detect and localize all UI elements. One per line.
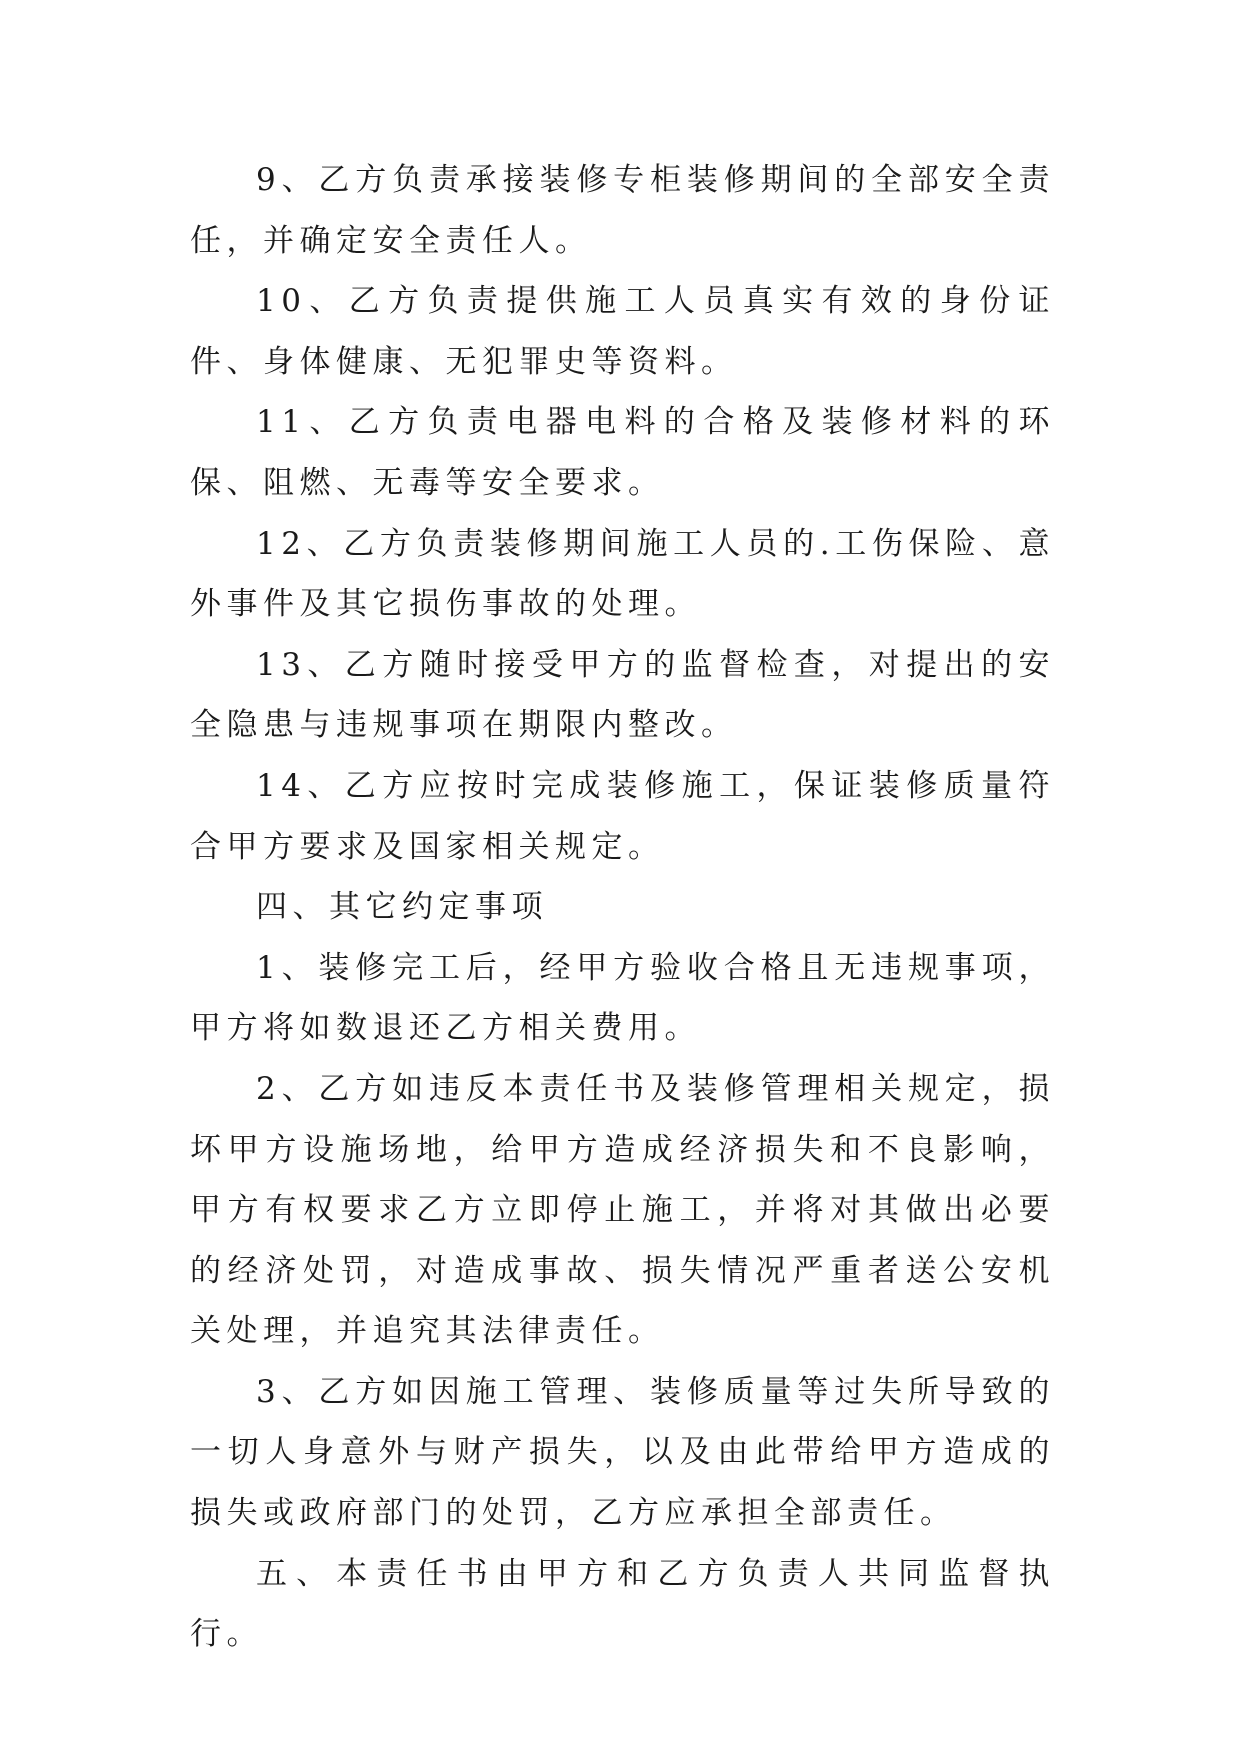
clause-11: 11、乙方负责电器电料的合格及装修材料的环保、阻燃、无毒等安全要求。 (190, 404, 1055, 501)
other-clause-3: 3、乙方如因施工管理、装修质量等过失所导致的一切人身意外与财产损失，以及由此带给甲方造成的损失或政府部门的处罚，乙方应承担全部责任。 (190, 1373, 1055, 1532)
clause-14: 14、乙方应按时完成装修施工，保证装修质量符合甲方要求及国家相关规定。 (190, 767, 1055, 865)
clause-12: 12、乙方负责装修期间施工人员的.工伤保险、意外事件及其它损伤事故的处理。 (190, 525, 1055, 623)
clause-10: 10、乙方负责提供施工人员真实有效的身份证件、身体健康、无犯罪史等资料。 (190, 283, 1055, 380)
clause-9: 9、乙方负责承接装修专柜装修期间的全部安全责任，并确定安全责任人。 (190, 162, 1055, 259)
other-clause-1: 1、装修完工后，经甲方验收合格且无违规事项，甲方将如数退还乙方相关费用。 (190, 949, 1055, 1047)
section-heading-other-matters: 四、其它约定事项 (256, 889, 548, 926)
document-body (190, 150, 1055, 1665)
clause-13: 13、乙方随时接受甲方的监督检查，对提出的安全隐患与违规事项在期限内整改。 (190, 646, 1055, 744)
section-five-supervision: 五、本责任书由甲方和乙方负责人共同监督执行。 (190, 1555, 1055, 1653)
other-clause-2: 2、乙方如违反本责任书及装修管理相关规定，损坏甲方设施场地，给甲方造成经济损失和不良影响，甲方有权要求乙方立即停止施工，并将对其做出必要的经济处罚，对造成事故、损失情况严重者送公安机关处理，并追究其法律责任。 (190, 1070, 1055, 1350)
